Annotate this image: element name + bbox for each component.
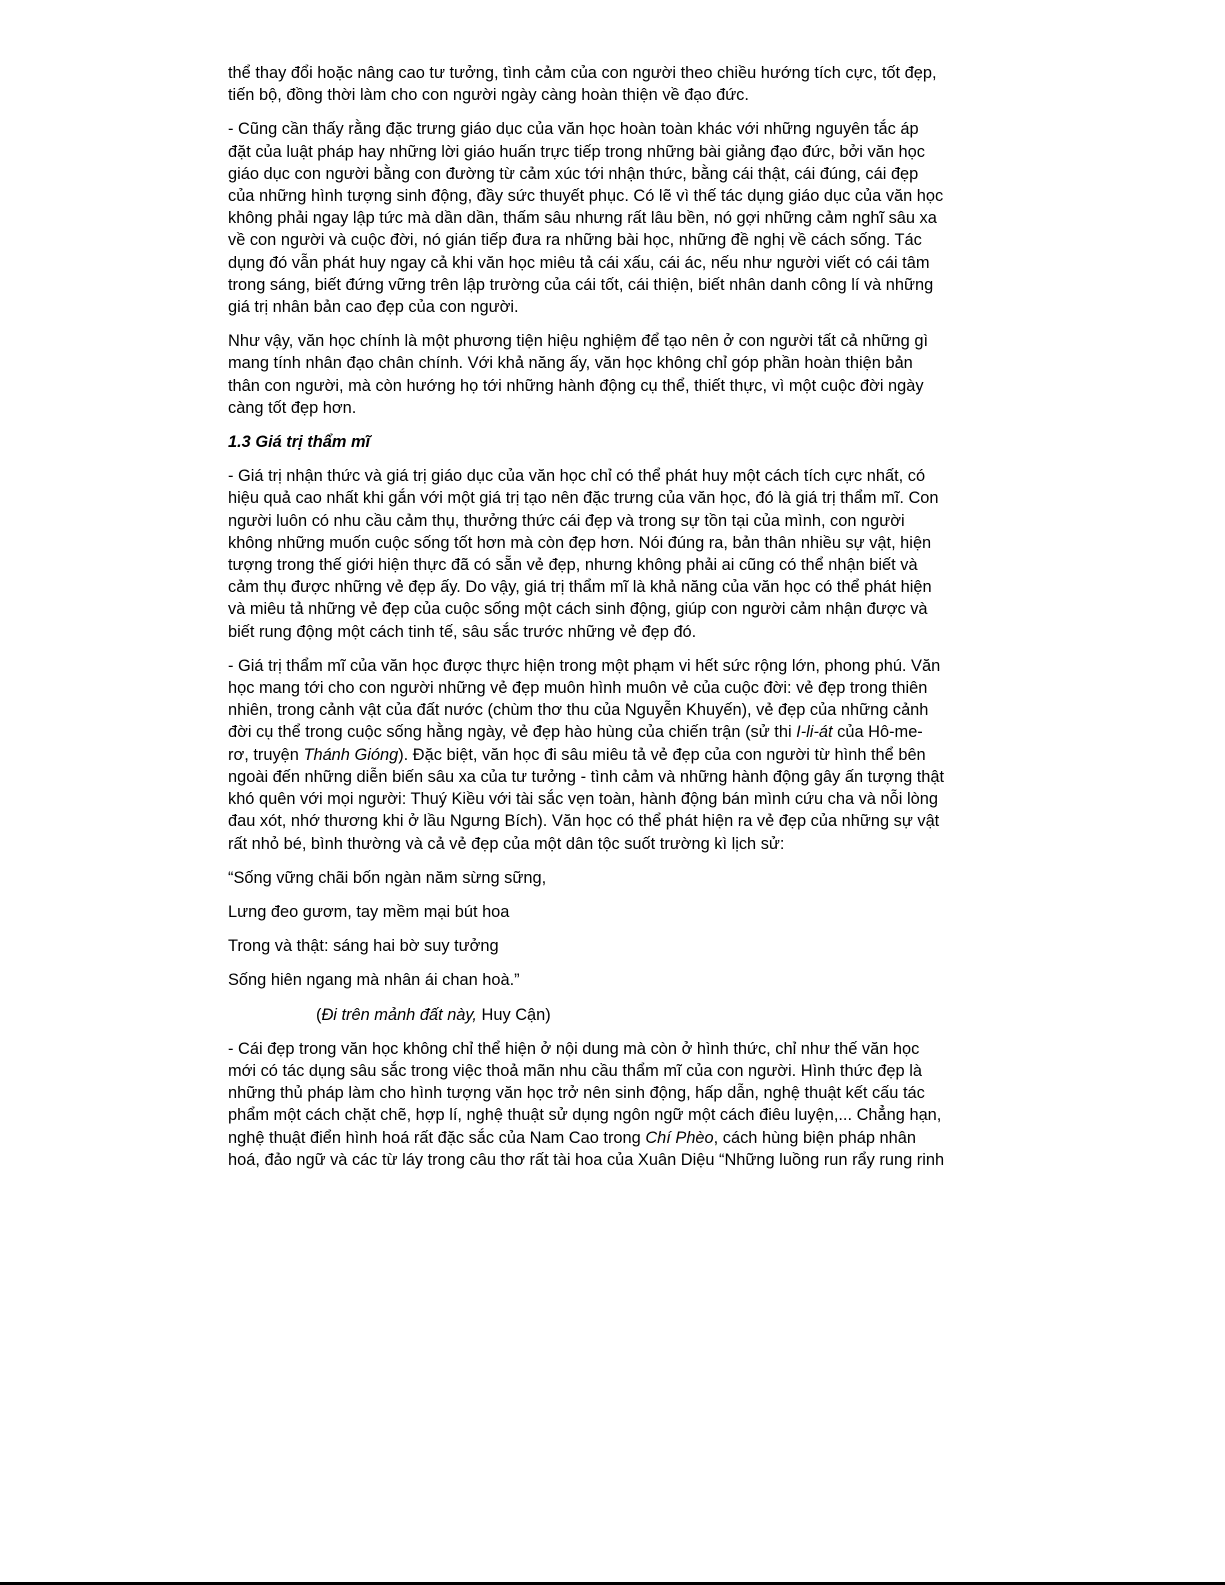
poem-line-4: Sống hiên ngang mà nhân ái chan hoà.” bbox=[228, 971, 520, 990]
citation-title: Đi trên mảnh đất này, bbox=[321, 1005, 477, 1024]
section-heading-aesthetic-value: 1.3 Giá trị thẩm mĩ bbox=[228, 433, 371, 452]
paragraph-aesthetic-form bbox=[228, 1038, 1018, 1171]
poem-line-3: Trong và thật: sáng hai bờ suy tưởng bbox=[228, 937, 499, 956]
text-run: - Cái đẹp trong văn học không chỉ thể hiện ở nội dung mà còn ở hình thức, chỉ như thế văn học mới có tác dụng sâu sắc trong việc thoả mãn nhu cầu thẩm mĩ của con người. Hình thức đẹp là những thủ pháp làm cho hình tượng văn học trở nên sinh động, hấp dẫn, nghệ thuật kết cấu tác phẩm một cách chặt chẽ, hợp lí, nghệ thuật sử dụng ngôn ngữ một cách điêu luyện,... Chẳng hạn, nghệ thuật điển hình hoá rất đặc sắc của Nam Cao trong bbox=[228, 1039, 942, 1147]
paragraph-education-intro: thể thay đổi hoặc nâng cao tư tưởng, tình cảm của con người theo chiều hướng tích cực, tốt đẹp, tiến bộ, đồng thời làm cho con người ngày càng hoàn thiện về đạo đức. bbox=[228, 64, 937, 105]
poem-line-2: Lưng đeo gươm, tay mềm mại bút hoa bbox=[228, 902, 510, 921]
poem-line-1: “Sống vững chãi bốn ngàn năm sừng sững, bbox=[228, 868, 547, 887]
paragraph-education-summary: Như vậy, văn học chính là một phương tiện hiệu nghiệm để tạo nên ở con người tất cả những gì mang tính nhân đạo chân chính. Với khả năng ấy, văn học không chỉ góp phần hoàn thiện bản thân con người, mà còn hướng họ tới những hành động cụ thể, thiết thực, vì một cuộc đời ngày càng tốt đẹp hơn. bbox=[228, 332, 929, 417]
citation-author: Huy Cận) bbox=[476, 1005, 551, 1024]
italic-title-chi-pheo: Chí Phèo bbox=[645, 1128, 714, 1147]
italic-title-iliad: I-li-át bbox=[796, 723, 833, 742]
poem-citation bbox=[316, 1004, 1018, 1026]
document-page bbox=[228, 62, 1018, 1183]
text-run: ). Đặc biệt, văn học đi sâu miêu tả vẻ đẹp của con người từ hình thể bên ngoài đến những diễn biến sâu xa của tư tưởng - tình cảm và những hành động gây ấn tượng thật khó quên với mọi người: Thuý Kiều với tài sắc vẹn toàn, hành động bán mình cứu cha và nỗi lòng đau xót, nhớ thương khi ở lầu Ngưng Bích). Văn học có thể phát hiện ra vẻ đẹp của những sự vật rất nhỏ bé, bình thường và cả vẻ đẹp của một dân tộc suốt trường kì lịch sử: bbox=[228, 745, 945, 853]
text-run: - Giá trị thẩm mĩ của văn học được thực hiện trong một phạm vi hết sức rộng lớn, phong phú. Văn học mang tới cho con người những vẻ đẹp muôn hình muôn vẻ của cuộc đời: vẻ đẹp trong thiên nhiên, trong cảnh vật của đất nước (chùm thơ thu của Nguyễn Khuyến), vẻ đẹp của những cảnh đời cụ thể trong cuộc sống hằng ngày, vẻ đẹp hào hùng của chiến trận (sử thi bbox=[228, 656, 941, 742]
text-run: của Hô-me- rơ, truyện bbox=[228, 723, 923, 764]
italic-title-thanh-giong: Thánh Gióng bbox=[303, 745, 399, 764]
citation-open-paren: ( bbox=[316, 1005, 322, 1024]
paragraph-aesthetic-scope bbox=[228, 655, 1018, 855]
paragraph-aesthetic-definition: - Giá trị nhận thức và giá trị giáo dục của văn học chỉ có thể phát huy một cách tích cực nhất, có hiệu quả cao nhất khi gắn với một giá trị tạo nên đặc trưng của văn học, đó là giá trị thẩm mĩ. Con người luôn có nhu cầu cảm thụ, thưởng thức cái đẹp và trong sự tồn tại của mình, con người không những muốn cuộc sống tốt hơn mà còn đẹp hơn. Nói đúng ra, bản thân nhiều sự vật, hiện tượng trong thế giới hiện thực đã có sẵn vẻ đẹp, nhưng không phải ai cũng có thể nhận biết và cảm thụ được những vẻ đẹp ấy. Do vậy, giá trị thẩm mĩ là khả năng của văn học có thể phát hiện và miêu tả những vẻ đẹp của cuộc sống một cách sinh động, giúp con người cảm nhận được và biết rung động một cách tinh tế, sâu sắc trước những vẻ đẹp đó. bbox=[228, 467, 939, 641]
text-run: , cách hùng biện pháp nhân hoá, đảo ngữ và các từ láy trong câu thơ rất tài hoa của Xuân Diệu “Những luồng run rẩy rung rinh bbox=[228, 1128, 945, 1169]
paragraph-education-nature: - Cũng cần thấy rằng đặc trưng giáo dục của văn học hoàn toàn khác với những nguyên tắc áp đặt của luật pháp hay những lời giáo huấn trực tiếp trong những bài giảng đạo đức, bởi văn học giáo dục con người bằng con đường từ cảm xúc tới nhận thức, bằng cái thật, cái đúng, cái đẹp của những hình tượng sinh động, đầy sức thuyết phục. Có lẽ vì thế tác dụng giáo dục của văn học không phải ngay lập tức mà dần dần, thấm sâu nhưng rất lâu bền, nó gợi những cảm nghĩ sâu xa về con người và cuộc đời, nó gián tiếp đưa ra những bài học, những đề nghị về cách sống. Tác dụng đó vẫn phát huy ngay cả khi văn học miêu tả cái xấu, cái ác, nếu như người viết có cái tâm trong sáng, biết đứng vững trên lập trường của cái tốt, cái thiện, biết nhân danh công lí và những giá trị nhân bản cao đẹp của con người. bbox=[228, 120, 944, 317]
